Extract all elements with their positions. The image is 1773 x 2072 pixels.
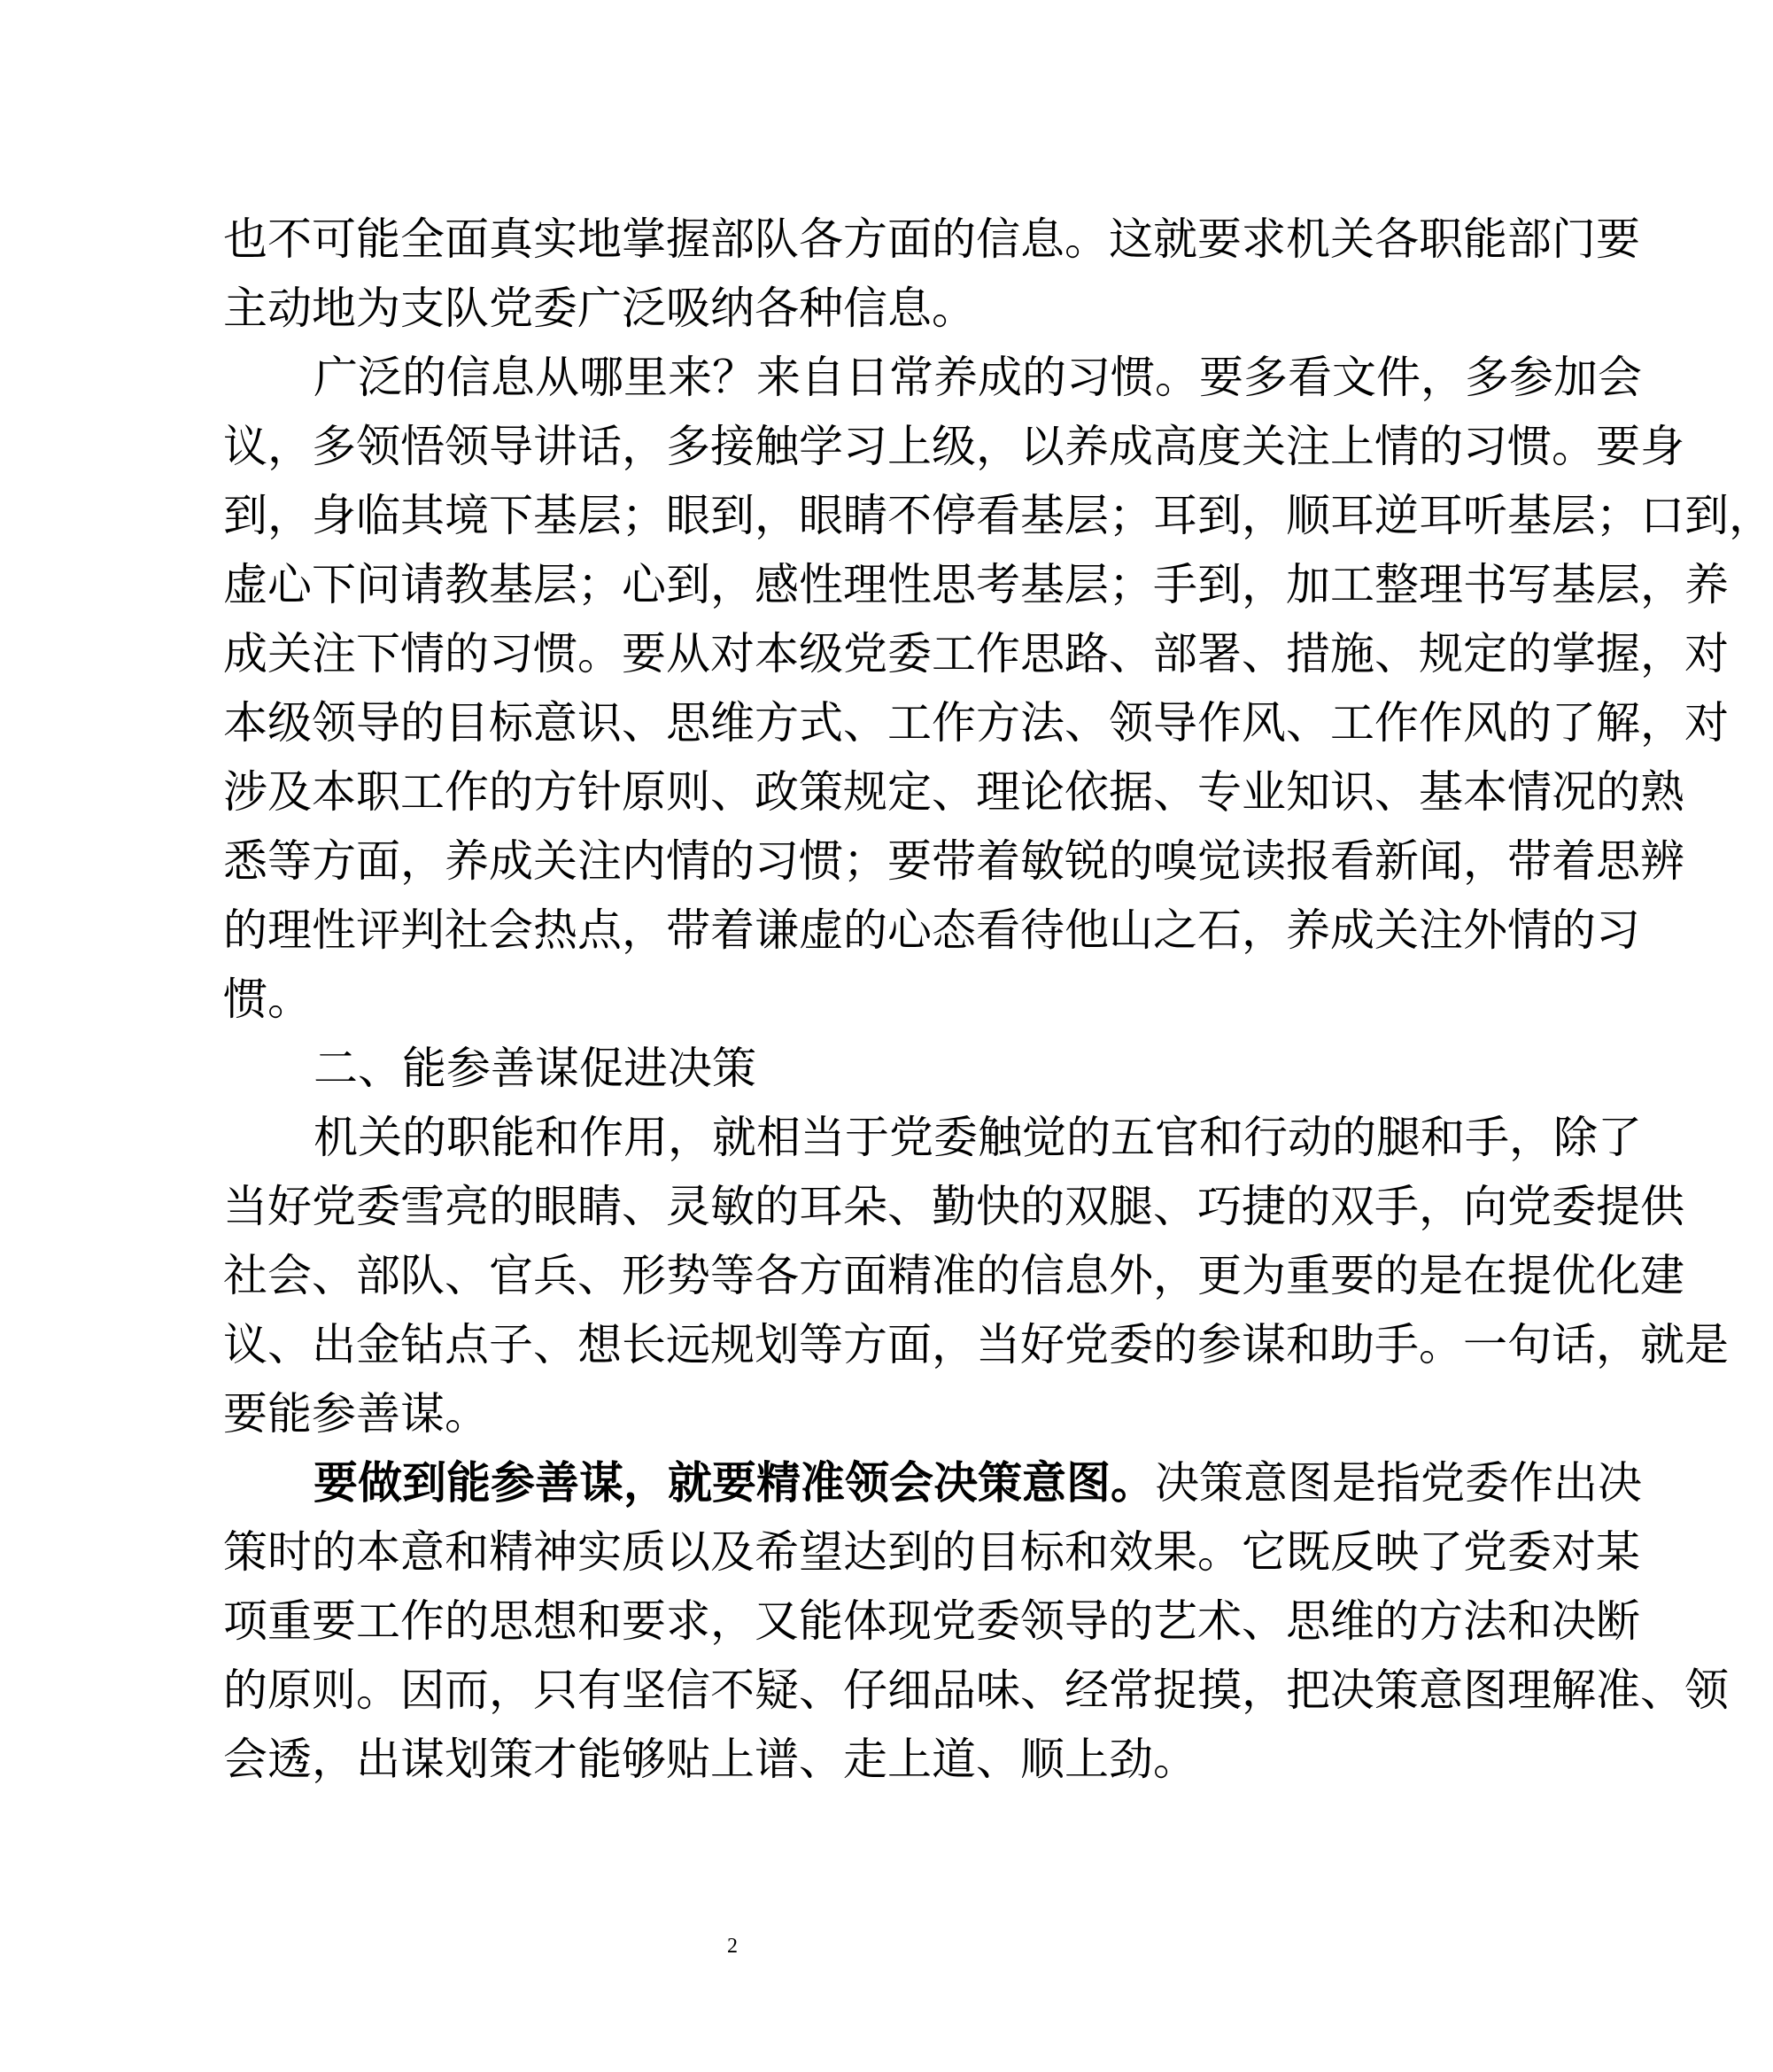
text-line (223, 412, 1684, 481)
line-text: 议，多领悟领导讲话，多接触学习上级，以养成高度关注上情的习惯。要身 (223, 421, 1684, 472)
text-line (223, 1587, 1640, 1656)
text-line (223, 1034, 1336, 1103)
line-text: 社会、部队、官兵、形势等各方面精准的信息外，更为重要的是在提优化建 (223, 1250, 1684, 1301)
text-line (223, 688, 1729, 757)
text-line (223, 550, 1729, 619)
line-text: 悉等方面，养成关注内情的习惯；要带着敏锐的嗅觉读报看新闻，带着思辨 (223, 835, 1684, 887)
text-line (223, 619, 1729, 688)
line-text: 本级领导的目标意识、思维方式、工作方法、领导作风、工作作风的了解，对 (223, 697, 1729, 749)
line-text: 到，身临其境下基层；眼到，眼睛不停看基层；耳到，顺耳逆耳听基层；口到， (223, 490, 1773, 541)
line-text: 项重要工作的思想和要求，又能体现党委领导的艺术、思维的方法和决断 (223, 1595, 1640, 1647)
text-line (223, 965, 1336, 1034)
text-line (223, 1310, 1729, 1379)
text-line (223, 1656, 1729, 1725)
line-text: 成关注下情的习惯。要从对本级党委工作思路、部署、措施、规定的掌握，对 (223, 628, 1729, 679)
text-line (223, 757, 1684, 826)
text-line (223, 1725, 1336, 1794)
line-text: 当好党委雪亮的眼睛、灵敏的耳朵、勤快的双腿、巧捷的双手，向党委提供 (223, 1181, 1684, 1232)
line-text: 涉及本职工作的方针原则、政策规定、理论依据、专业知识、基本情况的熟 (223, 766, 1684, 818)
line-text: 的原则。因而，只有坚信不疑、仔细品味、经常捉摸，把决策意图理解准、领 (223, 1665, 1729, 1716)
text-line (223, 205, 1640, 274)
text-line (223, 274, 1336, 343)
line-text: 虚心下问请教基层；心到，感性理性思考基层；手到，加工整理书写基层，养 (223, 559, 1729, 610)
text-line (223, 1379, 1336, 1448)
bold-lead-sentence: 要做到能参善谋，就要精准领会决策意图。 (314, 1457, 1155, 1509)
line-text: 机关的职能和作用，就相当于党委触觉的五官和行动的腿和手，除了 (314, 1112, 1642, 1163)
document-body (223, 205, 1773, 1794)
line-text: 主动地为支队党委广泛吸纳各种信息。 (223, 283, 976, 334)
line-text: 策时的本意和精神实质以及希望达到的目标和效果。它既反映了党委对某 (223, 1526, 1640, 1578)
line-text: 二、能参善谋促进决策 (314, 1043, 756, 1094)
text-line (223, 896, 1640, 965)
text-line (223, 1448, 1642, 1517)
text-line (223, 481, 1773, 550)
line-text: 惯。 (223, 974, 312, 1025)
page-number: 2 (727, 1935, 738, 1958)
line-text: 广泛的信息从哪里来？来自日常养成的习惯。要多看文件，多参加会 (314, 352, 1642, 403)
line-text: 会透，出谋划策才能够贴上谱、走上道、顺上劲。 (223, 1734, 1197, 1785)
line-text: 决策意图是指党委作出决 (1155, 1457, 1642, 1509)
line-text: 要能参善谋。 (223, 1388, 489, 1440)
text-line (223, 343, 1642, 412)
text-line (223, 1241, 1684, 1310)
text-line (223, 1103, 1642, 1172)
text-line (223, 1517, 1640, 1587)
line-text: 议、出金钻点子、想长远规划等方面，当好党委的参谋和助手。一句话，就是 (223, 1319, 1729, 1370)
text-line (223, 1172, 1684, 1241)
line-text: 的理性评判社会热点，带着谦虚的心态看待他山之石，养成关注外情的习 (223, 904, 1640, 956)
line-text: 也不可能全面真实地掌握部队各方面的信息。这就要求机关各职能部门要 (223, 213, 1640, 265)
text-line (223, 826, 1684, 896)
